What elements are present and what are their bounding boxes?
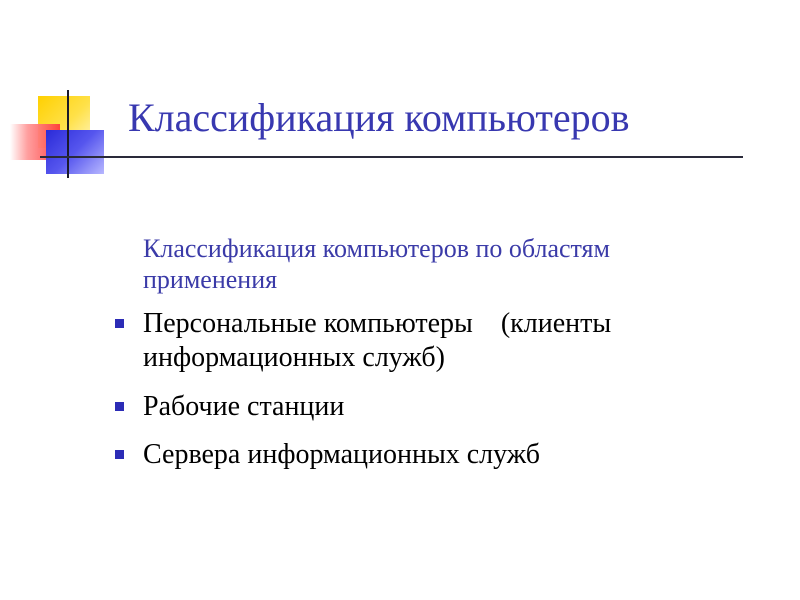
bullet-text: Рабочие станции [143,390,345,422]
bullet-item [112,307,758,374]
slide-subheading: Классификация компьютеров по областям применения [143,234,610,294]
bullet-text: Персональные компьютеры (клиенты информационных служб) [143,308,619,373]
title-underline [40,156,743,158]
slide-title: Классификация компьютеров [128,95,630,140]
bullet-list [112,307,752,471]
bullet-item [112,390,758,424]
logo-vertical-line [67,90,69,178]
decorative-logo-icon [0,0,130,190]
bullet-square-icon [115,319,124,328]
logo-blue-square [46,130,104,174]
bullet-square-icon [115,402,124,411]
bullet-item [112,438,758,472]
bullet-square-icon [115,450,124,459]
bullet-text: Сервера информационных служб [143,439,541,471]
slide-content [112,234,752,487]
